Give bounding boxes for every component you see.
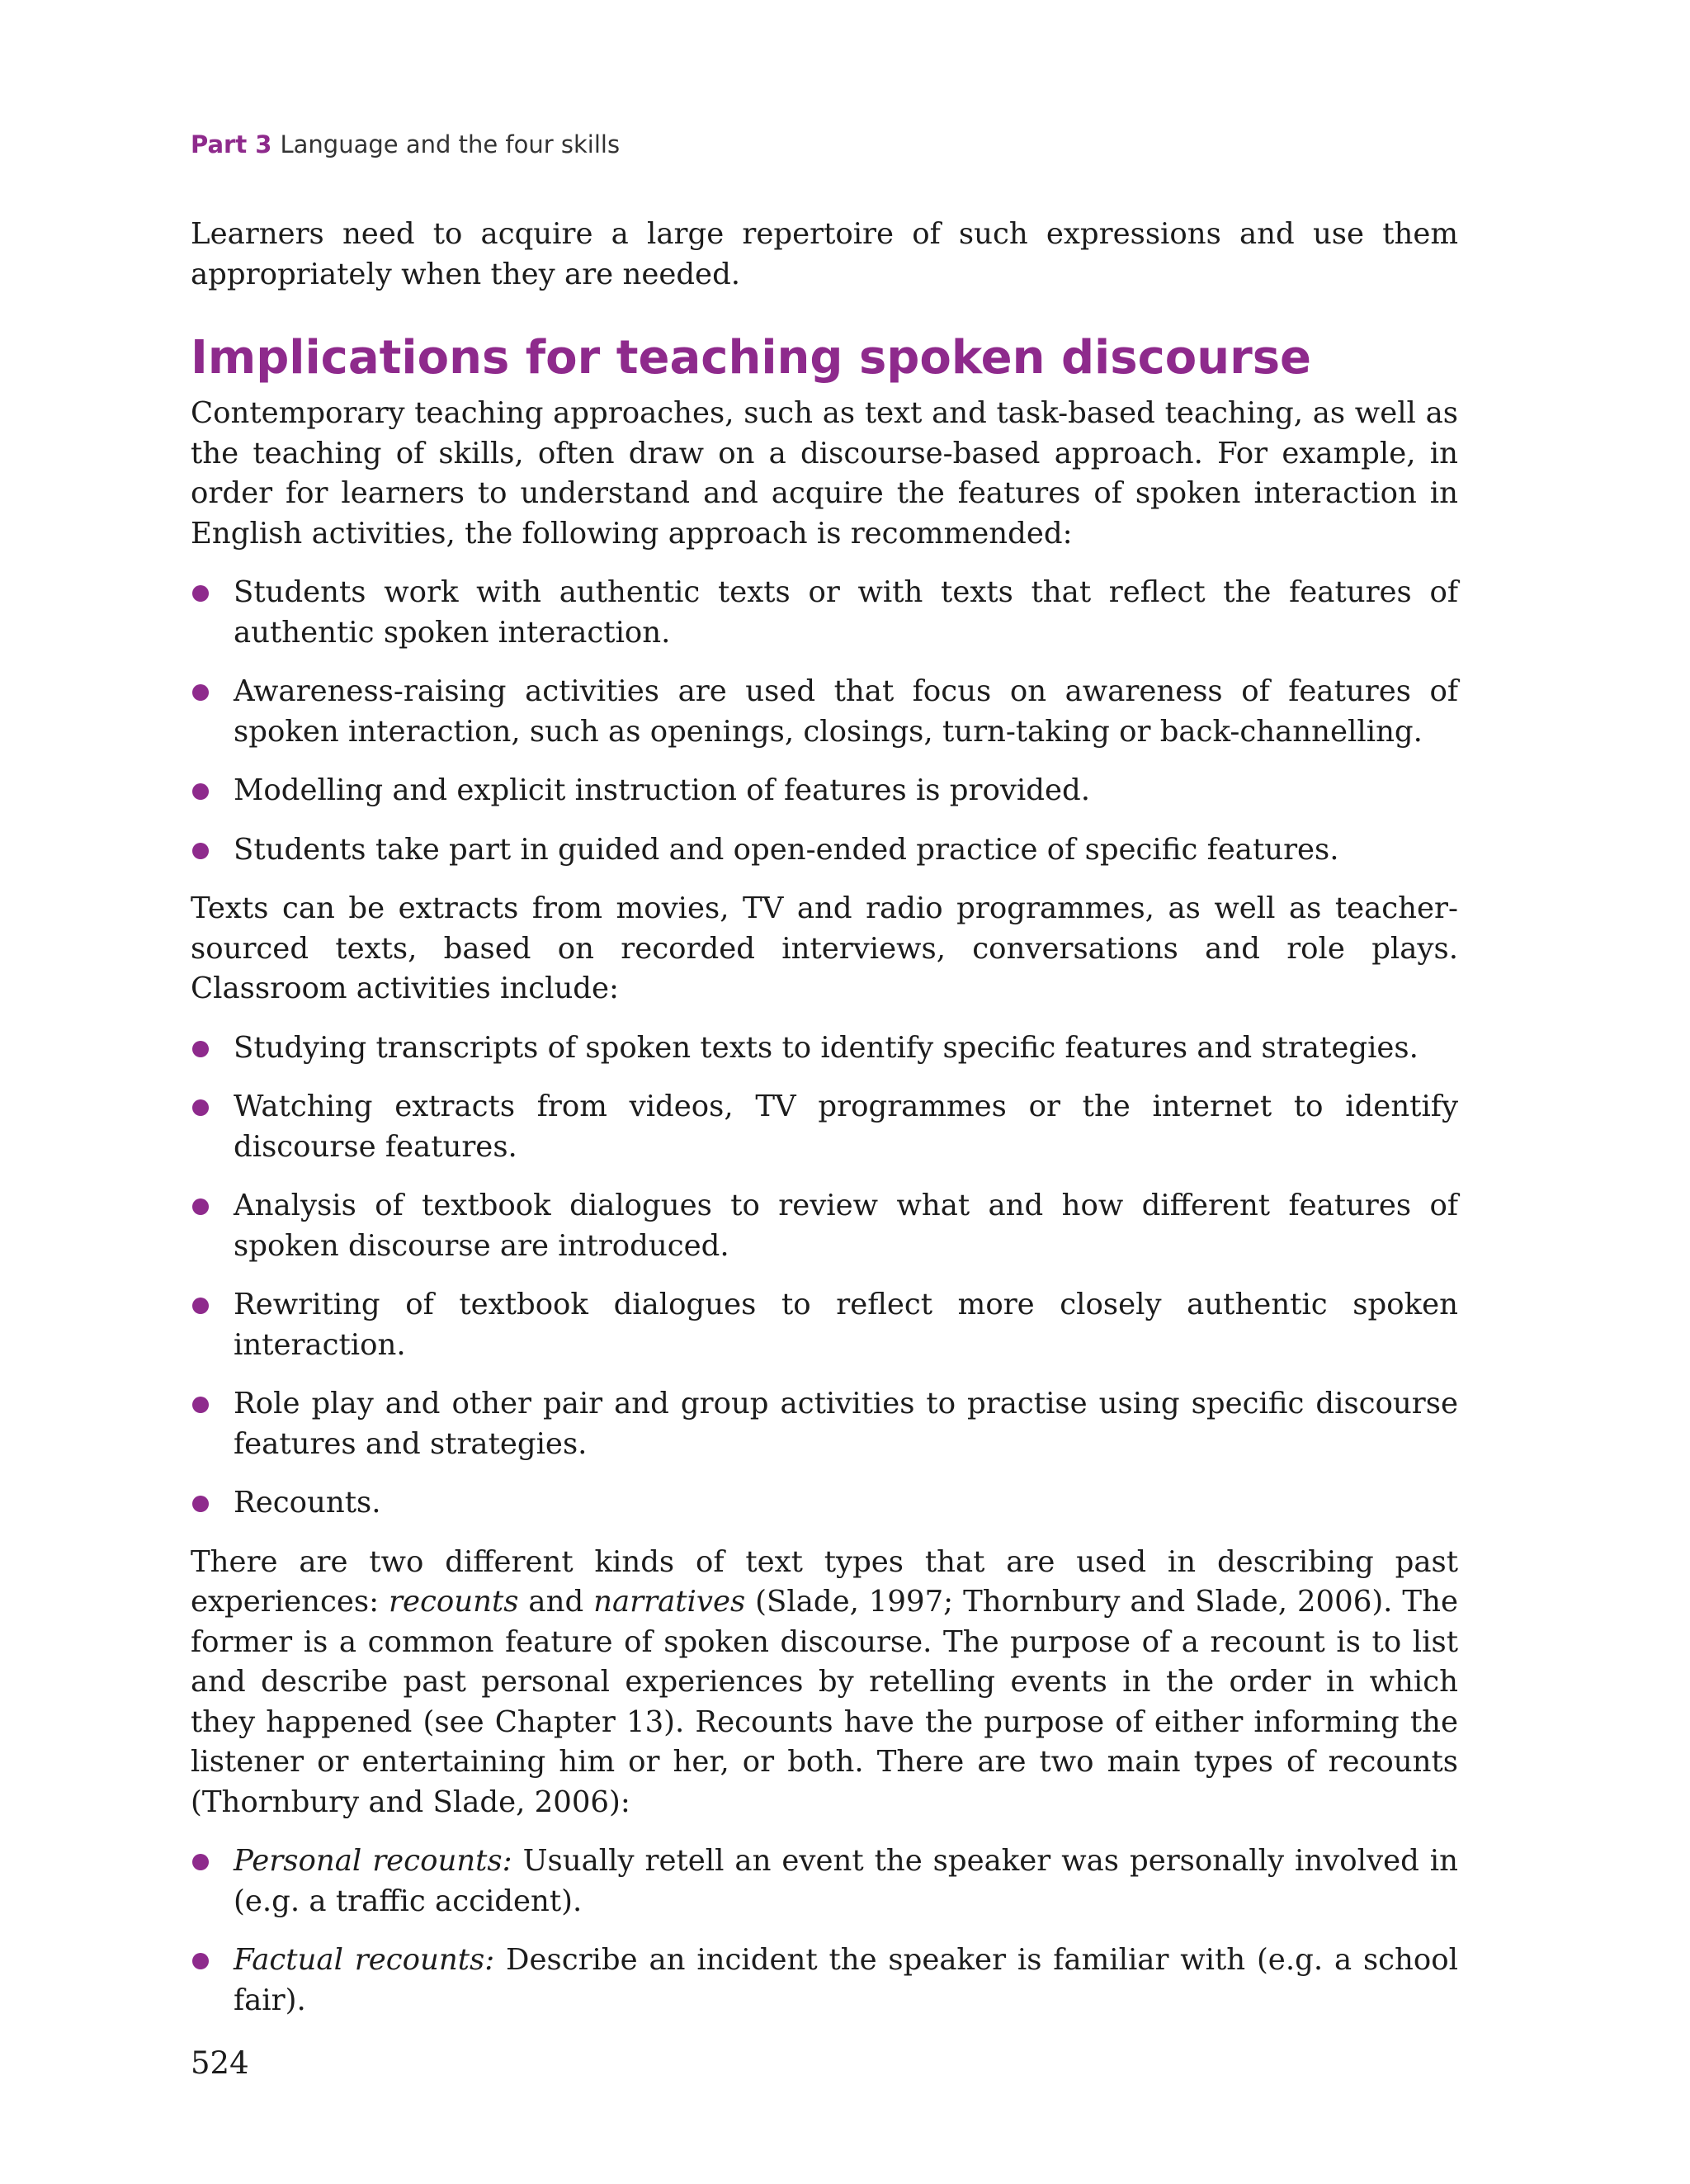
paragraph-texts: Texts can be extracts from movies, TV and radio programmes, as well as teacher-sourced texts, based on recorded interviews, conversations and role plays. Classroom activities include:: [191, 891, 1458, 1005]
list-item-text: Analysis of textbook dialogues to review what and how different features of spoken discourse are introduced.: [234, 1189, 1458, 1263]
bullet-icon: [192, 585, 209, 602]
paragraph-approaches: Contemporary teaching approaches, such as text and task-based teaching, as well as the teaching of skills, often draw on a discourse-based approach. For example, in order for learners to understand and acquire the features of spoken interaction in English activities, the following approach is recommended:: [191, 396, 1458, 551]
paragraph-recounts: [191, 1543, 1458, 1823]
list-item: [191, 1028, 1458, 1069]
recounts-text-a: There are two different kinds of text types that are used in describing past experiences:: [191, 1544, 1458, 1619]
list-item: [191, 1941, 1458, 2021]
bullet-icon: [192, 1099, 209, 1116]
running-head: [191, 130, 620, 158]
list-item-text: Rewriting of textbook dialogues to reflect more closely authentic spoken interaction.: [234, 1288, 1458, 1362]
list-item-text: Recounts.: [234, 1486, 381, 1520]
bullet-icon: [192, 1496, 209, 1512]
recounts-text-b: and: [528, 1585, 584, 1619]
book-page: [191, 0, 1466, 2184]
intro-paragraph: Learners need to acquire a large repertoire of such expressions and use them appropriately when they are needed.: [191, 217, 1458, 291]
list-item-text: Role play and other pair and group activities to practise using specific discourse features and strategies.: [234, 1387, 1458, 1461]
list-item: [191, 672, 1458, 752]
bullet-icon: [192, 1854, 209, 1870]
list-item: [191, 830, 1458, 871]
bullet-icon: [192, 1298, 209, 1314]
term-recounts: recounts: [389, 1585, 519, 1619]
list-item: [191, 573, 1458, 653]
approach-list: [191, 573, 1458, 870]
list-item-text: Watching extracts from videos, TV programmes or the internet to identify discourse features.: [234, 1090, 1458, 1164]
list-item-text: Studying transcripts of spoken texts to identify specific features and strategies.: [234, 1030, 1419, 1065]
list-item: [191, 771, 1458, 811]
recounts-text-c: (Slade, 1997; Thornbury and Slade, 2006). The former is a common feature of spoken discourse. The purpose of a recount is to list and describe past personal experiences by retelling events in the order in which they happened (see Chapter 13). Recounts have the purpose of either informing the listener or entertaining him or her, or both. There are two main types of recounts (Thornbury and Slade, 2006):: [191, 1585, 1458, 1819]
list-item-text: Students work with authentic texts or with texts that reflect the features of authentic spoken interaction.: [234, 575, 1458, 650]
list-item: [191, 1285, 1458, 1365]
main-content: [191, 215, 1458, 2021]
bullet-icon: [192, 1397, 209, 1413]
recount-type-term: Factual recounts:: [234, 1943, 495, 1977]
list-item-text: Awareness-raising activities are used that focus on awareness of features of spoken interaction, such as openings, closings, turn-taking or back-channelling.: [234, 674, 1458, 749]
recount-type-term: Personal recounts:: [234, 1844, 512, 1878]
bullet-icon: [192, 1198, 209, 1215]
running-head-title: Language and the four skills: [280, 130, 621, 158]
page-number: 524: [191, 2045, 249, 2081]
bullet-icon: [192, 783, 209, 800]
section-heading: Implications for teaching spoken discourse: [191, 331, 1312, 385]
list-item: [191, 1384, 1458, 1464]
bullet-icon: [192, 1953, 209, 1969]
list-item: [191, 1483, 1458, 1524]
part-label: Part 3: [191, 130, 272, 158]
list-item: [191, 1087, 1458, 1167]
list-item-text: Students take part in guided and open-ended practice of specific features.: [234, 832, 1339, 867]
bullet-icon: [192, 684, 209, 701]
recount-type-text: Describe an incident the speaker is familiar with (e.g. a school fair).: [234, 1943, 1459, 2017]
recount-types-list: [191, 1841, 1458, 2021]
activity-list: [191, 1028, 1458, 1524]
term-narratives: narratives: [593, 1585, 746, 1619]
list-item: [191, 1841, 1458, 1922]
recount-type-text: Usually retell an event the speaker was personally involved in (e.g. a traffic accident).: [234, 1844, 1458, 1918]
list-item: [191, 1186, 1458, 1266]
bullet-icon: [192, 1041, 209, 1057]
bullet-icon: [192, 843, 209, 859]
list-item-text: Modelling and explicit instruction of features is provided.: [234, 773, 1091, 807]
